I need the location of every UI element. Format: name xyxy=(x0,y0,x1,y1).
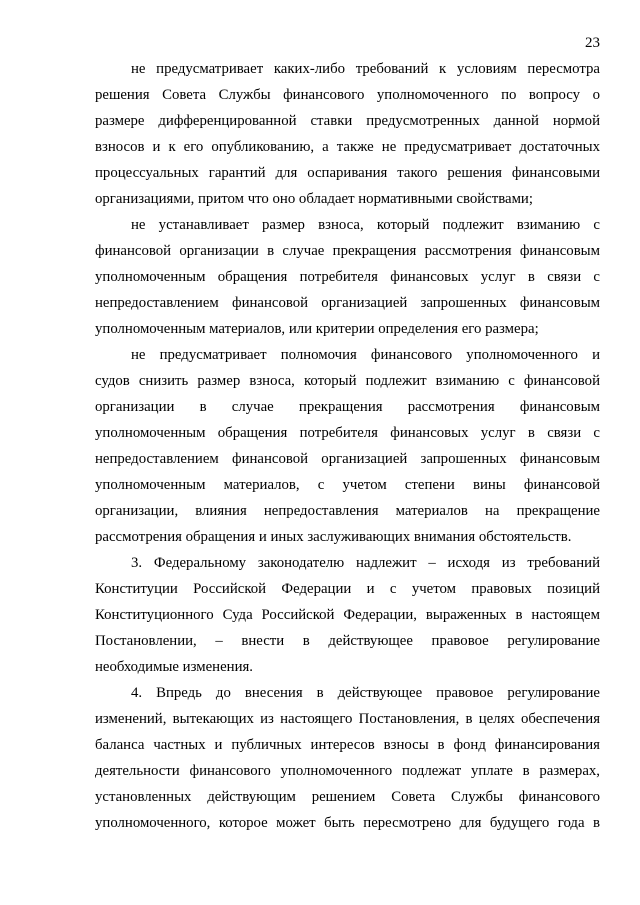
text-line: организации, влияния непредоставления материалов на прекращение xyxy=(95,503,600,519)
text-line: изменений, вытекающих из настоящего Постановления, в целях обеспечения xyxy=(95,711,600,727)
text-line: непредоставлением финансовой организацией запрошенных финансовым xyxy=(95,295,600,311)
paragraph xyxy=(95,550,600,680)
page-number: 23 xyxy=(585,35,600,51)
text-line: организациями, притом что оно обладает нормативными свойствами; xyxy=(95,191,533,207)
text-line: взносов и к его опубликованию, а также не предусматривает достаточных xyxy=(95,139,600,155)
text-line: установленных действующим решением Совета Службы финансового xyxy=(95,789,600,805)
text-line: не предусматривает каких-либо требований к условиям пересмотра xyxy=(131,61,600,77)
text-line: деятельности финансового уполномоченного подлежат уплате в размерах, xyxy=(95,763,600,779)
paragraph xyxy=(95,342,600,550)
text-line: решения Совета Службы финансового уполномоченного по вопросу о xyxy=(95,87,600,103)
text-line: непредоставлением финансовой организацией запрошенных финансовым xyxy=(95,451,600,467)
text-line: не предусматривает полномочия финансового уполномоченного и xyxy=(131,347,600,363)
text-line: не устанавливает размер взноса, который подлежит взиманию с xyxy=(131,217,600,233)
text-line: процессуальных гарантий для оспаривания такого решения финансовыми xyxy=(95,165,600,181)
text-line: уполномоченным материалов, с учетом степени вины финансовой xyxy=(95,477,600,493)
text-line: размере дифференцированной ставки предусмотренных данной нормой xyxy=(95,113,600,129)
text-line: 4. Впредь до внесения в действующее правовое регулирование xyxy=(131,685,600,701)
document-body xyxy=(95,56,600,836)
text-line: Конституционного Суда Российской Федерации, выраженных в настоящем xyxy=(95,607,600,623)
text-line: 3. Федеральному законодателю надлежит – исходя из требований xyxy=(131,555,600,571)
text-line: необходимые изменения. xyxy=(95,659,253,675)
text-line: баланса частных и публичных интересов взносы в фонд финансирования xyxy=(95,737,600,753)
text-line: уполномоченным обращения потребителя финансовых услуг в связи с xyxy=(95,425,600,441)
text-line: организации в случае прекращения рассмотрения финансовым xyxy=(95,399,600,415)
text-line: уполномоченным материалов, или критерии определения его размера; xyxy=(95,321,539,337)
paragraph xyxy=(95,212,600,342)
paragraph xyxy=(95,680,600,836)
text-line: финансовой организации в случае прекращения рассмотрения финансовым xyxy=(95,243,600,259)
text-line: уполномоченного, которое может быть пересмотрено для будущего года в xyxy=(95,815,600,831)
text-line: Постановлении, – внести в действующее правовое регулирование xyxy=(95,633,600,649)
paragraph xyxy=(95,56,600,212)
text-line: рассмотрения обращения и иных заслуживающих внимания обстоятельств. xyxy=(95,529,572,545)
text-line: уполномоченным обращения потребителя финансовых услуг в связи с xyxy=(95,269,600,285)
text-line: Конституции Российской Федерации и с учетом правовых позиций xyxy=(95,581,600,597)
text-line: судов снизить размер взноса, который подлежит взиманию с финансовой xyxy=(95,373,600,389)
